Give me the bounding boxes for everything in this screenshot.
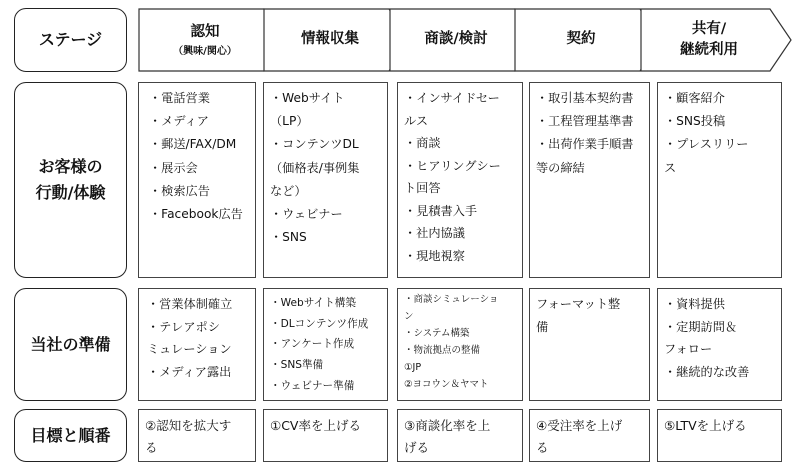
row-label-behavior: [14, 82, 127, 278]
list-item: など）: [270, 183, 307, 198]
goal-cell-sharing-retention: [657, 409, 782, 462]
list-item: ・Facebook広告: [149, 206, 243, 221]
list-item: ・継続的な改善: [664, 364, 750, 379]
prep-cell-contract: [529, 288, 650, 401]
goal-text: ④受注率を上げ: [536, 418, 623, 433]
goal-text: る: [145, 439, 158, 455]
behavior-cell-contract: [529, 82, 650, 278]
list-item: ・資料提供: [664, 297, 725, 311]
goal-text: ③商談化率を上: [404, 418, 491, 433]
list-item: ・ヒアリングシー: [404, 158, 501, 173]
list-item: ・アンケート作成: [270, 338, 355, 351]
stage-title-line2: 継続利用: [680, 42, 738, 58]
behavior-cell-information-gathering: [263, 82, 388, 278]
list-item: ・コンテンツDL: [270, 137, 359, 152]
prep-cell-information-gathering: [263, 288, 388, 401]
list-item: （価格表/事例集: [270, 160, 360, 175]
row-label-behavior-line1: お客様の: [38, 157, 103, 177]
list-item: ・現地視察: [404, 248, 465, 263]
list-item: ・郵送/FAX/DM: [149, 137, 237, 152]
list-item: ト回答: [404, 181, 441, 196]
list-item: ・商談シミュレーショ: [404, 294, 499, 305]
row-label-goal-text: 目標と順番: [30, 425, 111, 445]
goal-text: ①CV率を上げる: [270, 418, 361, 433]
goal-text: ⑤LTVを上げる: [664, 418, 747, 433]
row-label-prep: [14, 288, 127, 401]
stage-title: 認知: [190, 23, 220, 40]
stage-sharing-retention: [640, 8, 792, 72]
row-label-stage-text: ステージ: [38, 30, 103, 50]
list-item: ン: [404, 310, 414, 322]
list-item: ・取引基本契約書: [536, 91, 634, 105]
goal-text: ②認知を拡大す: [145, 418, 232, 433]
goal-cell-awareness: [138, 409, 256, 462]
stage-title: 商談/検討: [424, 31, 488, 48]
list-item: ミュレーション: [147, 342, 232, 357]
list-item: ・営業体制確立: [147, 297, 233, 311]
list-item: ・Webサイト構築: [270, 297, 356, 309]
list-item: ・展示会: [149, 160, 198, 175]
list-item: ・物流拠点の整備: [404, 344, 481, 356]
row-label-stage: [14, 8, 127, 72]
goal-cell-negotiation: [397, 409, 523, 462]
goal-cell-information-gathering: [263, 409, 388, 462]
list-item: ・出荷作業手順書: [536, 137, 634, 152]
row-label-behavior-line2: 行動/体験: [35, 183, 106, 202]
row-label-prep-text: 当社の準備: [30, 334, 111, 354]
list-item: ・メディア: [149, 114, 209, 129]
list-item: フォロー: [664, 342, 713, 357]
list-item: ・SNS投稿: [664, 114, 726, 129]
list-item: ・顧客紹介: [664, 91, 725, 105]
list-item: ・SNS準備: [270, 358, 324, 371]
goal-cell-contract: [529, 409, 650, 462]
prep-cell-sharing-retention: [657, 288, 782, 401]
behavior-cell-awareness: [138, 82, 256, 278]
list-item: ・検索広告: [149, 183, 210, 198]
stage-title: 共有/: [691, 20, 727, 37]
list-item: ・ウェビナー準備: [270, 379, 355, 392]
stage-subtitle: （興味/関心）: [173, 46, 237, 57]
list-item: ・システム構築: [404, 327, 470, 339]
list-item: 等の締結: [536, 160, 585, 175]
prep-cell-awareness: [138, 288, 256, 401]
list-item: ・ウェビナー: [270, 206, 343, 221]
list-item: ・電話営業: [149, 91, 210, 105]
prep-cell-negotiation: [397, 288, 523, 401]
list-item: 備: [536, 320, 549, 335]
list-item: ・SNS: [270, 230, 307, 245]
list-item: ②ヨコウン＆ヤマト: [404, 378, 489, 390]
list-item: ・プレスリリー: [664, 137, 749, 152]
behavior-cell-sharing-retention: [657, 82, 782, 278]
goal-text: げる: [404, 439, 430, 455]
list-item: ・Webサイト: [270, 91, 345, 105]
list-item: ・メディア露出: [147, 364, 232, 379]
stage-title: 契約: [566, 31, 596, 48]
goal-text: る: [536, 439, 549, 455]
list-item: ・商談: [404, 136, 441, 151]
list-item: ス: [664, 160, 677, 175]
row-label-goal: [14, 409, 127, 462]
stage-title: 情報収集: [301, 31, 359, 48]
list-item: ・テレアポシ: [147, 319, 220, 334]
list-item: ・DLコンテンツ作成: [270, 317, 369, 330]
list-item: （LP）: [270, 114, 309, 129]
list-item: ・定期訪問＆: [664, 319, 738, 334]
list-item: ・見積書入手: [404, 203, 478, 218]
list-item: ①JP: [404, 361, 422, 373]
list-item: ・社内協議: [404, 226, 465, 241]
list-item: フォーマット整: [536, 297, 621, 311]
list-item: ・インサイドセー: [404, 91, 500, 105]
list-item: ・工程管理基準書: [536, 114, 634, 129]
behavior-cell-negotiation: [397, 82, 523, 278]
list-item: ルス: [404, 113, 429, 128]
